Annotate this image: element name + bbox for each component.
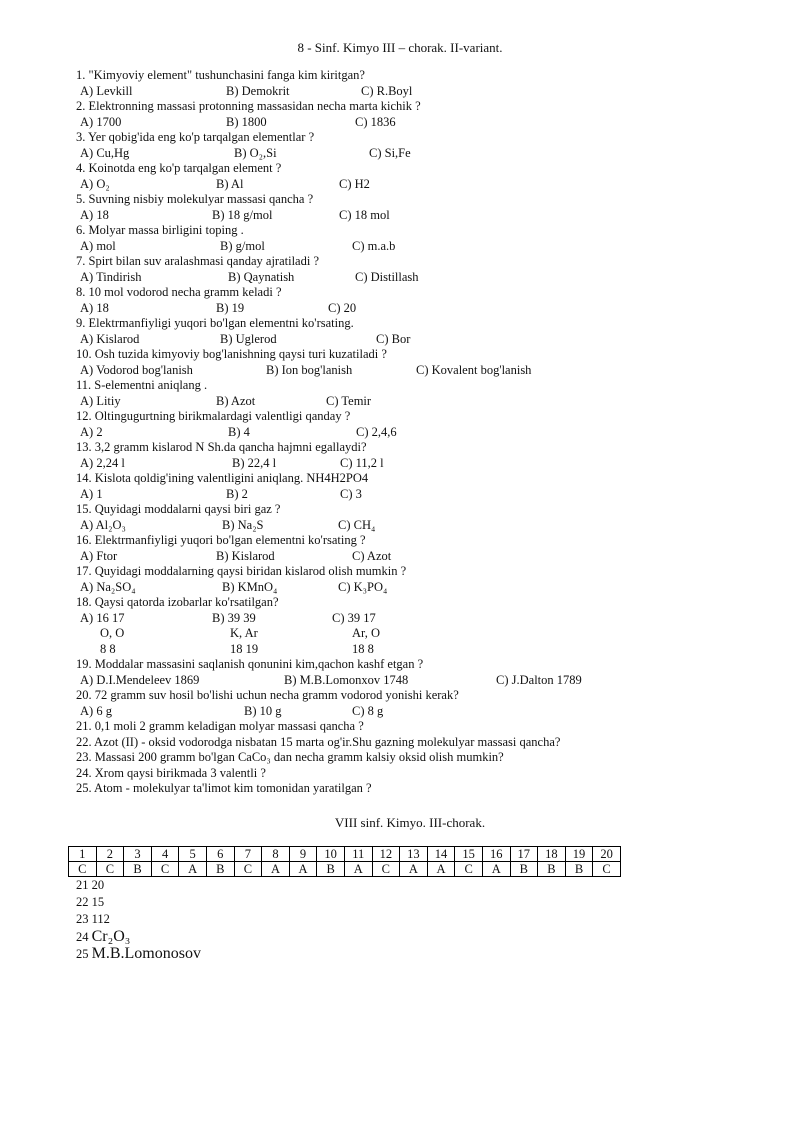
option-c: C) Kovalent bog'lanish <box>416 362 532 377</box>
option-c: C) Temir <box>326 393 372 408</box>
option-a: A) 1 <box>80 486 103 501</box>
answer-number-cell: 17 <box>510 847 538 862</box>
isobar-cell: 18 8 <box>352 641 374 656</box>
options-20 <box>76 704 716 720</box>
option-a: A) O₂ <box>80 176 110 191</box>
answer-key-title: VIII sinf. Kimyo. III-chorak. <box>334 815 486 830</box>
answer-value-cell: C <box>69 862 97 877</box>
isobar-cell: Ar, O <box>352 626 380 640</box>
option-b: B) 39 39 <box>212 610 256 625</box>
option-a: A) 6 g <box>80 703 112 718</box>
open-question-22: 22. Azot (II) - oksid vodorodga nisbatan 15 marta og'ir.Shu gazning molekulyar massasi qancha? <box>76 734 561 749</box>
answer-value-cell: B <box>538 862 566 877</box>
answer-number-cell: 18 <box>538 847 566 862</box>
option-a: A) Ftor <box>80 548 118 563</box>
question-18: 18. Qaysi qatorda izobarlar ko'rsatilgan? <box>76 595 279 609</box>
option-b: B) 18 g/mol <box>212 207 273 222</box>
extra-answer: 22 15 <box>76 895 105 909</box>
answer-value-cell: C <box>455 862 483 877</box>
option-b: B) g/mol <box>220 238 265 253</box>
option-b: B) 2 <box>226 486 248 501</box>
answer-value-cell: C <box>151 862 179 877</box>
open-question-23: 23. Massasi 200 gramm bo'lgan CaCo₃ dan necha gramm kalsiy oksid olish mumkin? <box>76 750 504 764</box>
option-c: C) 39 17 <box>332 610 376 625</box>
option-b: B) 4 <box>228 424 250 439</box>
answer-number-cell: 13 <box>400 847 428 862</box>
option-a: A) D.I.Mendeleev 1869 <box>80 672 200 687</box>
option-c: C) H2 <box>339 176 370 191</box>
answer-value-cell: A <box>427 862 455 877</box>
option-c: C) J.Dalton 1789 <box>496 672 582 687</box>
option-a: A) 2 <box>80 424 103 439</box>
answer-value-cell: A <box>344 862 372 877</box>
question-10: 10. Osh tuzida kimyoviy bog'lanishning qaysi turi kuzatiladi ? <box>76 347 387 361</box>
answer-number-cell: 7 <box>234 847 262 862</box>
answer-number-cell: 11 <box>344 847 372 862</box>
question-2: 2. Elektronning massasi protonning massasidan necha marta kichik ? <box>76 99 421 113</box>
answer-number-cell: 20 <box>593 847 621 862</box>
options-13 <box>76 456 716 472</box>
answer-value-cell: C <box>593 862 621 877</box>
option-b: B) 22,4 l <box>232 455 277 470</box>
options-4 <box>76 177 716 193</box>
option-b: B) Uglerod <box>220 331 277 346</box>
question-1: 1. "Kimyoviy element" tushunchasini fanga kim kiritgan? <box>76 68 365 82</box>
option-a: A) 16 17 <box>80 610 125 625</box>
open-question-25: 25. Atom - molekulyar ta'limot kim tomonidan yaratilgan ? <box>76 781 372 795</box>
answer-number-cell: 2 <box>96 847 124 862</box>
options-5 <box>76 208 716 224</box>
option-b: B) 10 g <box>244 703 282 718</box>
options-10 <box>76 363 716 379</box>
answer-number-cell: 6 <box>206 847 234 862</box>
isobar-cell: K, Ar <box>230 626 258 640</box>
option-c: C) 2,4,6 <box>356 424 397 439</box>
answer-number-cell: 4 <box>151 847 179 862</box>
option-a: A) 18 <box>80 300 109 315</box>
option-c: C) Azot <box>352 548 392 563</box>
option-a: A) Litiy <box>80 393 121 408</box>
option-c: C) Bor <box>376 331 411 346</box>
option-a: A) 2,24 l <box>80 455 125 470</box>
isobar-cell: O, O <box>100 626 125 640</box>
option-b: B) Azot <box>216 393 256 408</box>
isobar-cell: 8 8 <box>100 641 116 656</box>
option-c: C) Si,Fe <box>369 145 411 160</box>
option-b: B) KMnO₄ <box>222 579 278 594</box>
options-15 <box>76 518 716 534</box>
answer-number-cell: 12 <box>372 847 400 862</box>
extra-answer: 23 112 <box>76 912 110 926</box>
option-a: A) Na₂SO₄ <box>80 579 136 594</box>
answer-value-cell: C <box>96 862 124 877</box>
option-c: C) 1836 <box>355 114 396 129</box>
options-7 <box>76 270 716 286</box>
option-c: C) K₃PO₄ <box>338 579 388 594</box>
option-b: B) Qaynatish <box>228 269 295 284</box>
option-b: B) O₂,Si <box>234 145 277 160</box>
answer-number-cell: 19 <box>565 847 593 862</box>
option-a: A) Al₂O₃ <box>80 517 126 532</box>
question-19: 19. Moddalar massasini saqlanish qonunini kim,qachon kashf etgan ? <box>76 657 424 671</box>
options-19 <box>76 673 716 689</box>
option-c: C) CH₄ <box>338 517 376 532</box>
question-14: 14. Kislota qoldig'ining valentligini aniqlang. NH4H2PO4 <box>76 471 369 485</box>
question-13: 13. 3,2 gramm kislarod N Sh.da qancha hajmni egallaydi? <box>76 440 367 454</box>
question-5: 5. Suvning nisbiy molekulyar massasi qancha ? <box>76 192 314 206</box>
answer-value-cell: B <box>206 862 234 877</box>
option-a: A) Levkill <box>80 83 133 98</box>
option-a: A) Kislarod <box>80 331 140 346</box>
options-3 <box>76 146 716 162</box>
answer-value-cell: A <box>289 862 317 877</box>
option-b: B) Demokrit <box>226 83 290 98</box>
options-16 <box>76 549 716 565</box>
answer-table <box>68 846 621 877</box>
answer-number-cell: 10 <box>317 847 345 862</box>
question-20: 20. 72 gramm suv hosil bo'lishi uchun necha gramm vodorod yonishi kerak? <box>76 688 459 702</box>
option-a: A) 18 <box>80 207 109 222</box>
option-c: C) 8 g <box>352 703 384 718</box>
answer-value-cell: B <box>510 862 538 877</box>
options-14 <box>76 487 716 503</box>
open-question-21: 21. 0,1 moli 2 gramm keladigan molyar massasi qancha ? <box>76 719 364 733</box>
option-c: C) 18 mol <box>339 207 390 222</box>
answer-value-cell: A <box>482 862 510 877</box>
option-a: A) Tindirish <box>80 269 142 284</box>
option-c: C) 20 <box>328 300 357 315</box>
question-3: 3. Yer qobig'ida eng ko'p tarqalgan elementlar ? <box>76 130 315 144</box>
option-a: A) mol <box>80 238 116 253</box>
option-b: B) M.B.Lomonxov 1748 <box>284 672 409 687</box>
option-c: C) Distillash <box>355 269 419 284</box>
question-15: 15. Quyidagi moddalarni qaysi biri gaz ? <box>76 502 281 516</box>
option-a: A) Vodorod bog'lanish <box>80 362 193 377</box>
option-b: B) Na₂S <box>222 517 264 532</box>
option-c: C) 3 <box>340 486 362 501</box>
question-8: 8. 10 mol vodorod necha gramm keladi ? <box>76 285 282 299</box>
open-question-24: 24. Xrom qaysi birikmada 3 valentli ? <box>76 765 266 780</box>
question-11: 11. S-elementni aniqlang . <box>76 378 208 392</box>
option-b: B) Al <box>216 176 244 191</box>
options-18 <box>76 611 716 627</box>
question-list <box>76 68 716 797</box>
question-17: 17. Quyidagi moddalarning qaysi biridan kislarod olish mumkin ? <box>76 564 407 578</box>
question-12: 12. Oltingugurtning birikmalardagi valentligi qanday ? <box>76 409 351 423</box>
option-c: C) 11,2 l <box>340 455 384 470</box>
option-b: B) 1800 <box>226 114 267 129</box>
option-b: B) 19 <box>216 300 245 315</box>
options-2 <box>76 115 716 131</box>
question-6: 6. Molyar massa birligini toping . <box>76 223 244 237</box>
option-a: A) Cu,Hg <box>80 145 130 160</box>
question-9: 9. Elektrmanfiyligi yuqori bo'lgan elementni ko'rsating. <box>76 316 354 330</box>
page-header: 8 - Sinf. Kimyo III – chorak. II-variant. <box>297 40 503 55</box>
answer-number-cell: 16 <box>482 847 510 862</box>
answer-value-cell: A <box>400 862 428 877</box>
answer-value-cell: C <box>372 862 400 877</box>
isobar-row <box>76 626 716 642</box>
answer-24: 24 Cr₂O₃ <box>76 928 131 945</box>
answer-number-cell: 15 <box>455 847 483 862</box>
options-8 <box>76 301 716 317</box>
question-7: 7. Spirt bilan suv aralashmasi qanday ajratiladi ? <box>76 254 319 268</box>
isobar-row <box>76 642 716 658</box>
options-17 <box>76 580 716 596</box>
answer-number-cell: 9 <box>289 847 317 862</box>
options-9 <box>76 332 716 348</box>
answer-value-cell: A <box>179 862 207 877</box>
options-11 <box>76 394 716 410</box>
answer-value-cell: B <box>124 862 152 877</box>
option-b: B) Ion bog'lanish <box>266 362 353 377</box>
answer-number-row <box>69 847 621 862</box>
answer-number-cell: 1 <box>69 847 97 862</box>
answer-25: 25 M.B.Lomonosov <box>76 945 201 962</box>
isobar-cell: 18 19 <box>230 641 259 656</box>
extra-answers <box>76 877 201 962</box>
question-4: 4. Koinotda eng ko'p tarqalgan element ? <box>76 161 282 175</box>
answer-value-row <box>69 862 621 877</box>
answer-value-cell: B <box>317 862 345 877</box>
extra-answer: 21 20 <box>76 878 105 892</box>
answer-value-cell: C <box>234 862 262 877</box>
option-c: C) m.a.b <box>352 238 396 253</box>
answer-number-cell: 5 <box>179 847 207 862</box>
answer-number-cell: 8 <box>262 847 290 862</box>
answer-value-cell: B <box>565 862 593 877</box>
options-1 <box>76 84 716 100</box>
options-6 <box>76 239 716 255</box>
question-16: 16. Elektrmanfiyligi yuqori bo'lgan elementni ko'rsating ? <box>76 533 366 547</box>
answer-number-cell: 14 <box>427 847 455 862</box>
option-c: C) R.Boyl <box>361 83 413 98</box>
option-b: B) Kislarod <box>216 548 275 563</box>
answer-value-cell: A <box>262 862 290 877</box>
option-a: A) 1700 <box>80 114 122 129</box>
options-12 <box>76 425 716 441</box>
answer-number-cell: 3 <box>124 847 152 862</box>
